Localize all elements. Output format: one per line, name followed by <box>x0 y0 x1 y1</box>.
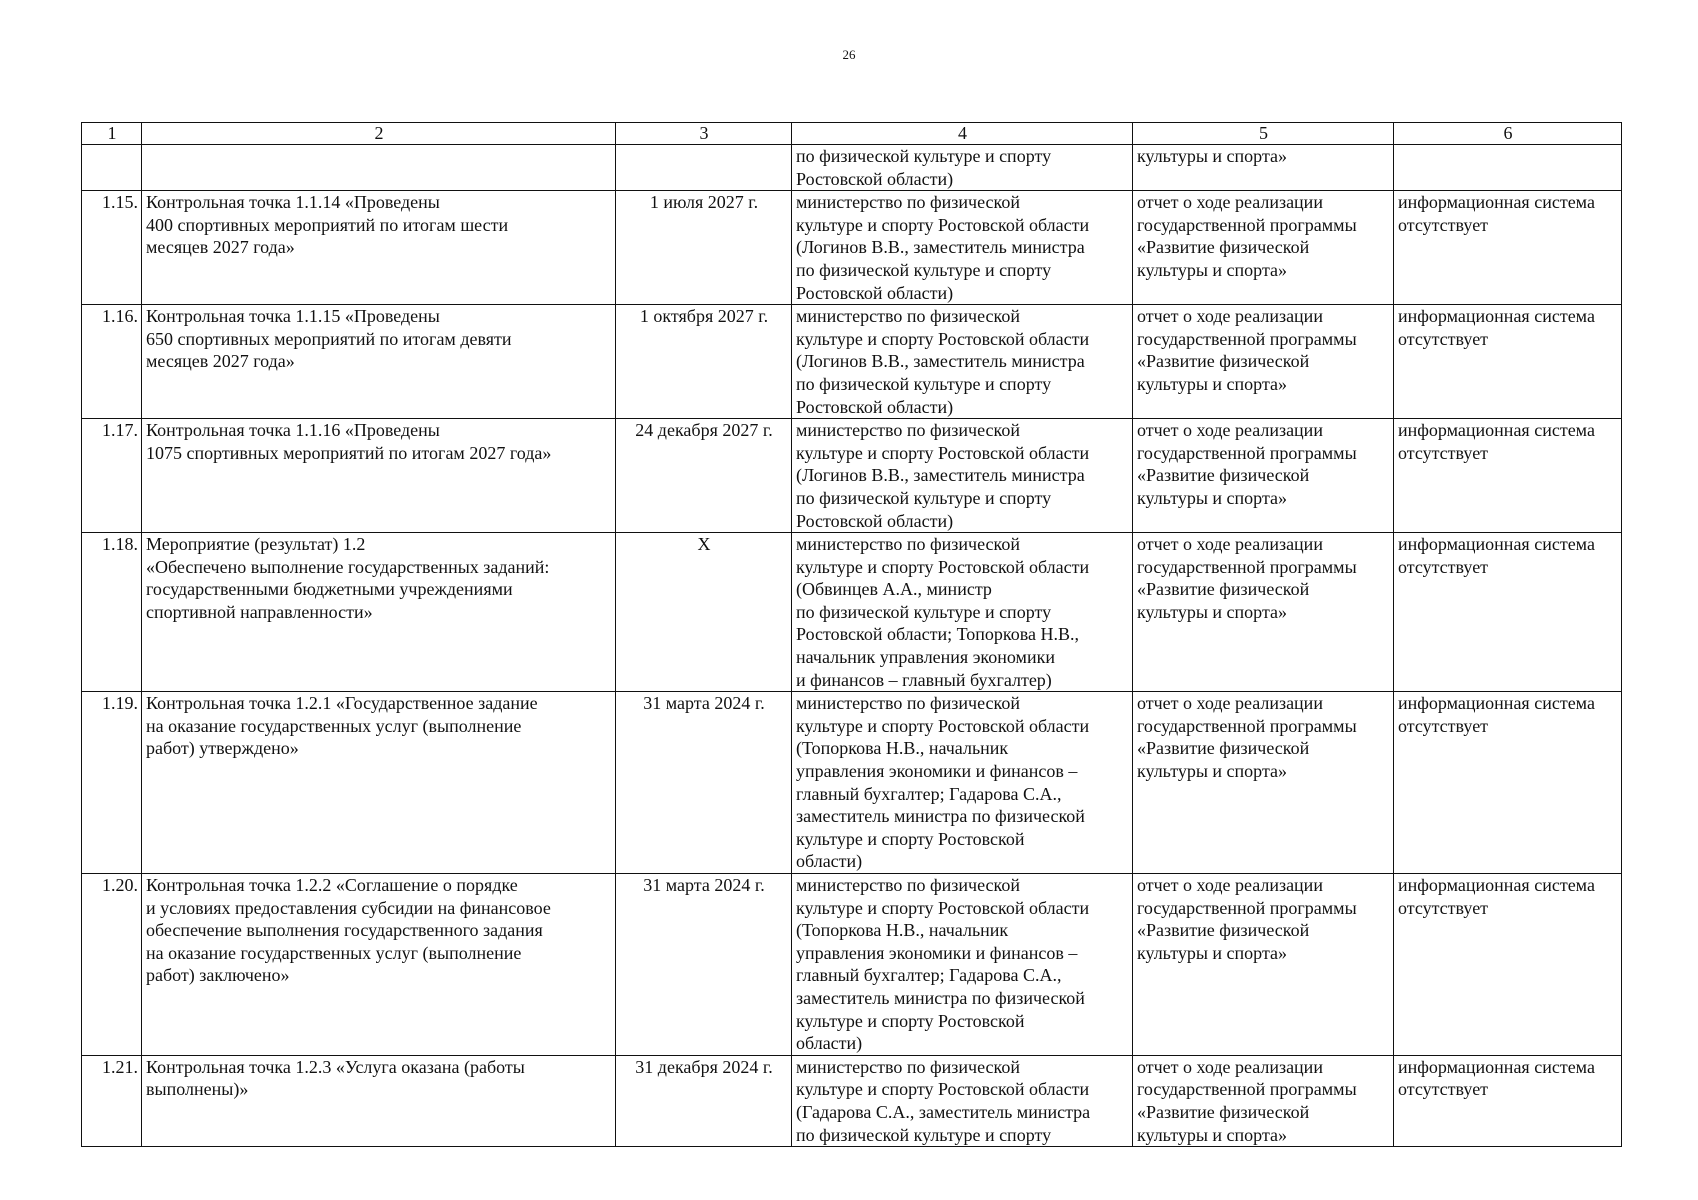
row-deadline: X <box>616 533 792 692</box>
row-document: отчет о ходе реализации государственной программы «Развитие физической культуры и спорта» <box>1133 874 1394 1056</box>
row-responsible: по физической культуре и спорту Ростовской области) <box>792 145 1133 191</box>
row-document: отчет о ходе реализации государственной программы «Развитие физической культуры и спорта» <box>1133 1055 1394 1146</box>
row-info-system: информационная система отсутствует <box>1394 874 1622 1056</box>
row-info-system <box>1394 145 1622 191</box>
row-name: Контрольная точка 1.1.16 «Проведены 1075 спортивных мероприятий по итогам 2027 года» <box>142 419 616 533</box>
column-number: 4 <box>792 123 1133 145</box>
column-number-row <box>82 123 1622 145</box>
row-info-system: информационная система отсутствует <box>1394 1055 1622 1146</box>
row-deadline: 1 июля 2027 г. <box>616 191 792 305</box>
row-number: 1.19. <box>82 692 142 874</box>
row-deadline: 31 марта 2024 г. <box>616 692 792 874</box>
row-name: Контрольная точка 1.1.15 «Проведены 650 спортивных мероприятий по итогам девяти месяцев 2027 года» <box>142 305 616 419</box>
row-responsible: министерство по физической культуре и спорту Ростовской области (Топоркова Н.В., начальник управления экономики и финансов – главный бухгалтер; Гадарова С.А., заместитель министра по физической культуре и спорту Ростовской области) <box>792 692 1133 874</box>
table-row <box>82 419 1622 533</box>
table-row <box>82 305 1622 419</box>
column-number: 1 <box>82 123 142 145</box>
row-deadline: 1 октября 2027 г. <box>616 305 792 419</box>
row-document: отчет о ходе реализации государственной программы «Развитие физической культуры и спорта» <box>1133 692 1394 874</box>
row-responsible: министерство по физической культуре и спорту Ростовской области (Логинов В.В., заместитель министра по физической культуре и спорту Ростовской области) <box>792 305 1133 419</box>
page-number: 26 <box>842 47 856 62</box>
row-name: Контрольная точка 1.2.1 «Государственное задание на оказание государственных услуг (выполнение работ) утверждено» <box>142 692 616 874</box>
row-responsible: министерство по физической культуре и спорту Ростовской области (Логинов В.В., заместитель министра по физической культуре и спорту Ростовской области) <box>792 191 1133 305</box>
row-responsible: министерство по физической культуре и спорту Ростовской области (Обвинцев А.А., министр по физической культуре и спорту Ростовской области; Топоркова Н.В., начальник управления экономики и финансов – главный бухгалтер) <box>792 533 1133 692</box>
row-info-system: информационная система отсутствует <box>1394 533 1622 692</box>
table-row <box>82 874 1622 1056</box>
column-number: 5 <box>1133 123 1394 145</box>
row-deadline: 31 декабря 2024 г. <box>616 1055 792 1146</box>
row-number: 1.18. <box>82 533 142 692</box>
row-name: Мероприятие (результат) 1.2 «Обеспечено выполнение государственных заданий: государственными бюджетными учреждениями спортивной направленности» <box>142 533 616 692</box>
row-number: 1.16. <box>82 305 142 419</box>
row-number: 1.21. <box>82 1055 142 1146</box>
row-deadline: 31 марта 2024 г. <box>616 874 792 1056</box>
row-document: культуры и спорта» <box>1133 145 1394 191</box>
row-number: 1.17. <box>82 419 142 533</box>
row-deadline: 24 декабря 2027 г. <box>616 419 792 533</box>
row-responsible: министерство по физической культуре и спорту Ростовской области (Логинов В.В., заместитель министра по физической культуре и спорту Ростовской области) <box>792 419 1133 533</box>
row-info-system: информационная система отсутствует <box>1394 419 1622 533</box>
row-info-system: информационная система отсутствует <box>1394 191 1622 305</box>
row-responsible: министерство по физической культуре и спорту Ростовской области (Гадарова С.А., заместитель министра по физической культуре и спорту <box>792 1055 1133 1146</box>
row-info-system: информационная система отсутствует <box>1394 692 1622 874</box>
table-row <box>82 1055 1622 1146</box>
row-responsible: министерство по физической культуре и спорту Ростовской области (Топоркова Н.В., начальник управления экономики и финансов – главный бухгалтер; Гадарова С.А., заместитель министра по физической культуре и спорту Ростовской области) <box>792 874 1133 1056</box>
table-row <box>82 692 1622 874</box>
column-number: 3 <box>616 123 792 145</box>
row-name: Контрольная точка 1.2.3 «Услуга оказана (работы выполнены)» <box>142 1055 616 1146</box>
row-document: отчет о ходе реализации государственной программы «Развитие физической культуры и спорта» <box>1133 533 1394 692</box>
plan-table <box>81 122 1622 1147</box>
row-number <box>82 145 142 191</box>
table-row <box>82 145 1622 191</box>
row-info-system: информационная система отсутствует <box>1394 305 1622 419</box>
row-document: отчет о ходе реализации государственной программы «Развитие физической культуры и спорта» <box>1133 305 1394 419</box>
row-deadline <box>616 145 792 191</box>
table-row <box>82 191 1622 305</box>
row-document: отчет о ходе реализации государственной программы «Развитие физической культуры и спорта» <box>1133 419 1394 533</box>
row-document: отчет о ходе реализации государственной программы «Развитие физической культуры и спорта» <box>1133 191 1394 305</box>
row-name: Контрольная точка 1.1.14 «Проведены 400 спортивных мероприятий по итогам шести месяцев 2027 года» <box>142 191 616 305</box>
row-number: 1.20. <box>82 874 142 1056</box>
row-number: 1.15. <box>82 191 142 305</box>
column-number: 6 <box>1394 123 1622 145</box>
row-name: Контрольная точка 1.2.2 «Соглашение о порядке и условиях предоставления субсидии на финансовое обеспечение выполнения государственного задания на оказание государственных услуг (выполнение работ) заключено» <box>142 874 616 1056</box>
table-row <box>82 533 1622 692</box>
column-number: 2 <box>142 123 616 145</box>
row-name <box>142 145 616 191</box>
